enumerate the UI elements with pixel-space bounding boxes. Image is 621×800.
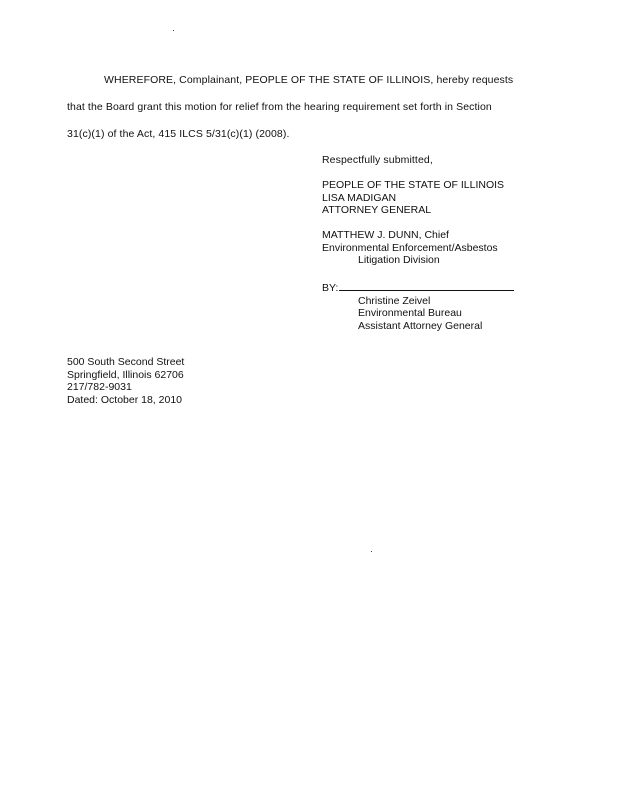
date-line: Dated: October 18, 2010: [67, 393, 182, 406]
paragraph-line-2: that the Board grant this motion for relief from the hearing requirement set forth in Section: [67, 101, 492, 113]
address-street: 500 South Second Street: [67, 356, 185, 368]
address-city: Springfield, Illinois 62706: [67, 368, 184, 381]
closing-text: Respectfully submitted,: [322, 154, 433, 166]
paragraph-line-3: 31(c)(1) of the Act, 415 ILCS 5/31(c)(1) (2008).: [67, 128, 290, 140]
paragraph-line-1: WHEREFORE, Complainant, PEOPLE OF THE STATE OF ILLINOIS, hereby requests: [104, 74, 514, 86]
division-unit-line-2: Litigation Division: [358, 254, 440, 266]
scan-speck: [173, 30, 174, 31]
address-phone: 217/782-9031: [67, 381, 132, 393]
division-chief: MATTHEW J. DUNN, Chief: [322, 229, 449, 241]
by-label: BY:: [322, 282, 339, 294]
party-name: PEOPLE OF THE STATE OF ILLINOIS: [322, 179, 505, 191]
signer-name: Christine Zeivel: [358, 294, 431, 307]
by-block: [322, 280, 514, 332]
division-unit-line-1: Environmental Enforcement/Asbestos: [322, 241, 498, 254]
address-block: [67, 356, 184, 406]
attorney-general-name: LISA MADIGAN: [322, 191, 397, 204]
signature-row: [322, 280, 514, 295]
division-block: [322, 229, 498, 267]
scan-speck: [371, 551, 372, 552]
signer-bureau: Environmental Bureau: [358, 307, 462, 319]
attorney-general-title: ATTORNEY GENERAL: [322, 204, 432, 216]
signatory-block: [322, 179, 504, 217]
signer-role: Assistant Attorney General: [358, 319, 483, 332]
signature-line: [339, 280, 514, 291]
